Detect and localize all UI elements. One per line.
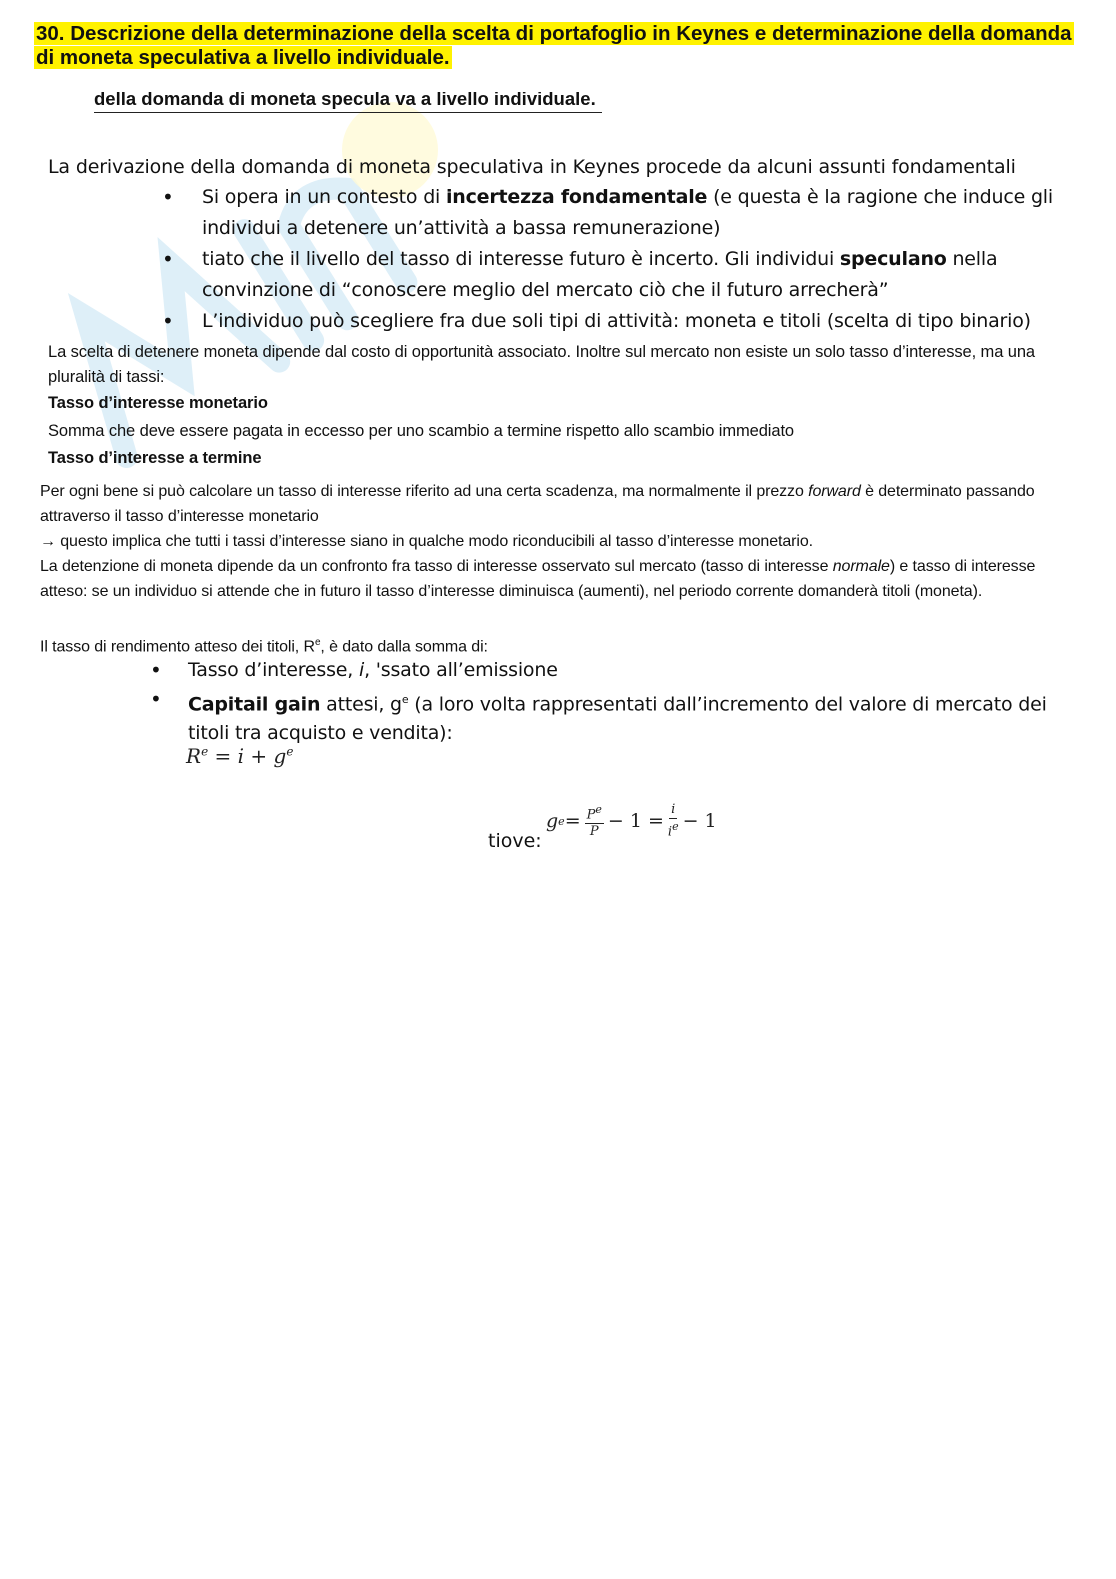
list-item: • Capitail gain attesi, $g^e$ (a loro volta rappresentati dall’incremento del valore di mercato dei titoli tra acquisto e vendita): bbox=[148, 685, 1048, 748]
fraction-price: $\frac{P^e}{P}$ bbox=[586, 803, 602, 840]
paragraph-return: Il tasso di rendimento atteso dei titoli, $R^e$, è dato dalla somma di: bbox=[40, 637, 488, 656]
paragraph-opportunity-cost: La scelta di detenere moneta dipende dal costo di opportunità associato. Inoltre sul mercato non esiste un solo tasso d’interesse, ma una pluralità di tassi: bbox=[48, 343, 1035, 386]
assumptions-list bbox=[160, 182, 1070, 337]
dove-label: tiove: bbox=[488, 830, 542, 852]
list-item: • tiato che il livello del tasso di interesse futuro è incerto. Gli individui speculano nella convinzione di “conoscere meglio del mercato ciò che il futuro arrecherà” bbox=[160, 244, 1070, 306]
list-item: • Tasso d’interesse, i, 'ssato all’emissione bbox=[148, 656, 1048, 685]
title-line-2: di moneta speculativa a livello individuale. bbox=[36, 46, 450, 69]
paragraph-arrow: → questo implica che tutti i tassi d’interesse siano in qualche modo riconducibili al tasso d’interesse monetario. bbox=[40, 533, 813, 550]
heading-forward-rate: Tasso d’interesse a termine bbox=[48, 449, 262, 467]
formula-capital-gain: g e = $\frac{P^e}{P}$ − 1 = $\frac{i}{i^e}$ − 1 bbox=[546, 802, 717, 840]
paragraph-monetary-rate: Somma che deve essere pagata in eccesso per uno scambio a termine rispetto allo scambio immediato bbox=[48, 422, 795, 440]
page-title bbox=[34, 22, 1084, 70]
heading-monetary-rate: Tasso d’interesse monetario bbox=[48, 394, 268, 412]
cut-heading: della domanda di moneta specula va a livello individuale. bbox=[94, 92, 602, 113]
paragraph-expectations: La detenzione di moneta dipende da un confronto fra tasso di interesse osservato sul mercato (tasso di interesse normale) e tasso di interesse atteso: se un individuo si attende che in futuro il tasso d’interesse diminuisca (aumenti), nel periodo corrente domanderà titoli (moneta). bbox=[40, 558, 1036, 600]
return-components-list bbox=[148, 656, 1048, 748]
list-item: • L’individuo può scegliere fra due soli tipi di attività: moneta e titoli (scelta di tipo binario) bbox=[160, 306, 1070, 337]
list-item: • Si opera in un contesto di incertezza fondamentale (e questa è la ragione che induce gli individui a detenere un’attività a bassa remunerazione) bbox=[160, 182, 1070, 244]
formula-expected-return: $R^e = i + g^e$ bbox=[186, 744, 294, 768]
paragraph-forward: Per ogni bene si può calcolare un tasso di interesse riferito ad una certa scadenza, ma normalmente il prezzo forward è determinato passando attraverso il tasso d’interesse monetario bbox=[40, 483, 1035, 525]
title-line-1: 30. Descrizione della determinazione della scelta di portafoglio in Keynes e determinazione della domanda bbox=[36, 22, 1072, 45]
intro-text: La derivazione della domanda di moneta speculativa in Keynes procede da alcuni assunti fondamentali bbox=[48, 156, 1016, 178]
fraction-rate: $\frac{i}{i^e}$ bbox=[667, 802, 679, 840]
